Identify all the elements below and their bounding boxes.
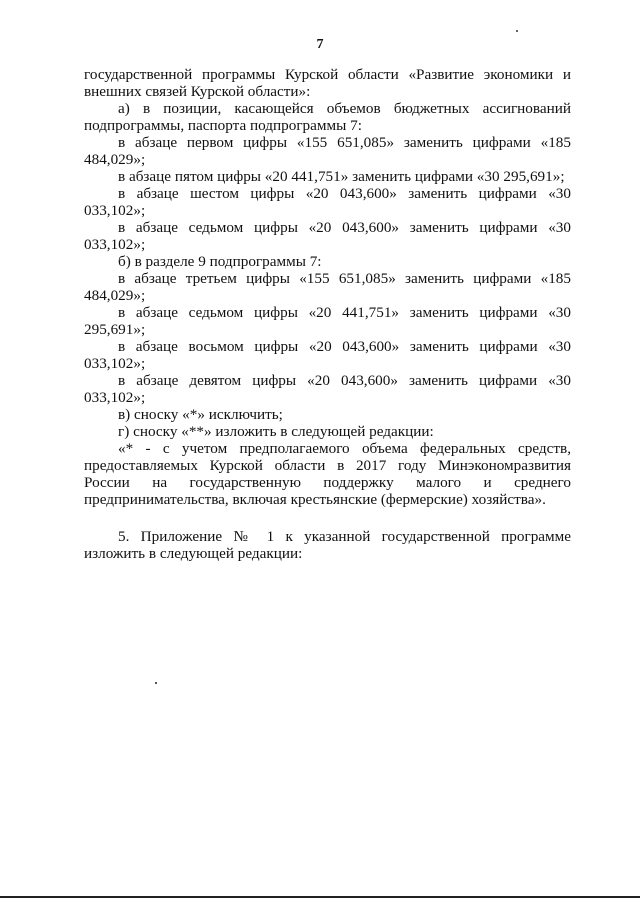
bottom-border xyxy=(0,896,640,898)
paragraph-continuation: государственной программы Курской области «Развитие экономики и внешних связей Курской области»: xyxy=(84,66,571,100)
paragraph-a-seventh: в абзаце седьмом цифры «20 043,600» заменить цифрами «30 033,102»; xyxy=(84,219,571,253)
document-body xyxy=(84,66,571,562)
paragraph-item-5: 5. Приложение № 1 к указанной государственной программе изложить в следующей редакции: xyxy=(84,528,571,562)
paragraph-item-b: б) в разделе 9 подпрограммы 7: xyxy=(118,253,322,270)
scan-dot xyxy=(155,682,157,684)
paragraph-b-eighth: в абзаце восьмом цифры «20 043,600» заменить цифрами «30 033,102»; xyxy=(84,338,571,372)
paragraph-b-ninth: в абзаце девятом цифры «20 043,600» заменить цифрами «30 033,102»; xyxy=(84,372,571,406)
paragraph-a-fifth: в абзаце пятом цифры «20 441,751» заменить цифрами «30 295,691»; xyxy=(118,168,565,185)
scan-mark xyxy=(516,30,518,32)
paragraph-gap xyxy=(84,508,571,528)
paragraph-a-sixth: в абзаце шестом цифры «20 043,600» заменить цифрами «30 033,102»; xyxy=(84,185,571,219)
paragraph-b-seventh: в абзаце седьмом цифры «20 441,751» заменить цифрами «30 295,691»; xyxy=(84,304,571,338)
paragraph-item-a: а) в позиции, касающейся объемов бюджетных ассигнований подпрограммы, паспорта подпрограммы 7: xyxy=(84,100,571,134)
page-number: 7 xyxy=(316,37,324,52)
footnote-text: «* - с учетом предполагаемого объема федеральных средств, предоставляемых Курской области в 2017 году Минэкономразвития России на государственную поддержку малого и среднего предпринимательства, включая крестьянские (фермерские) хозяйства». xyxy=(84,440,571,508)
paragraph-item-v: в) сноску «*» исключить; xyxy=(118,406,283,423)
paragraph-b-third: в абзаце третьем цифры «155 651,085» заменить цифрами «185 484,029»; xyxy=(84,270,571,304)
paragraph-item-g: г) сноску «**» изложить в следующей редакции: xyxy=(118,423,434,440)
paragraph-a-first: в абзаце первом цифры «155 651,085» заменить цифрами «185 484,029»; xyxy=(84,134,571,168)
